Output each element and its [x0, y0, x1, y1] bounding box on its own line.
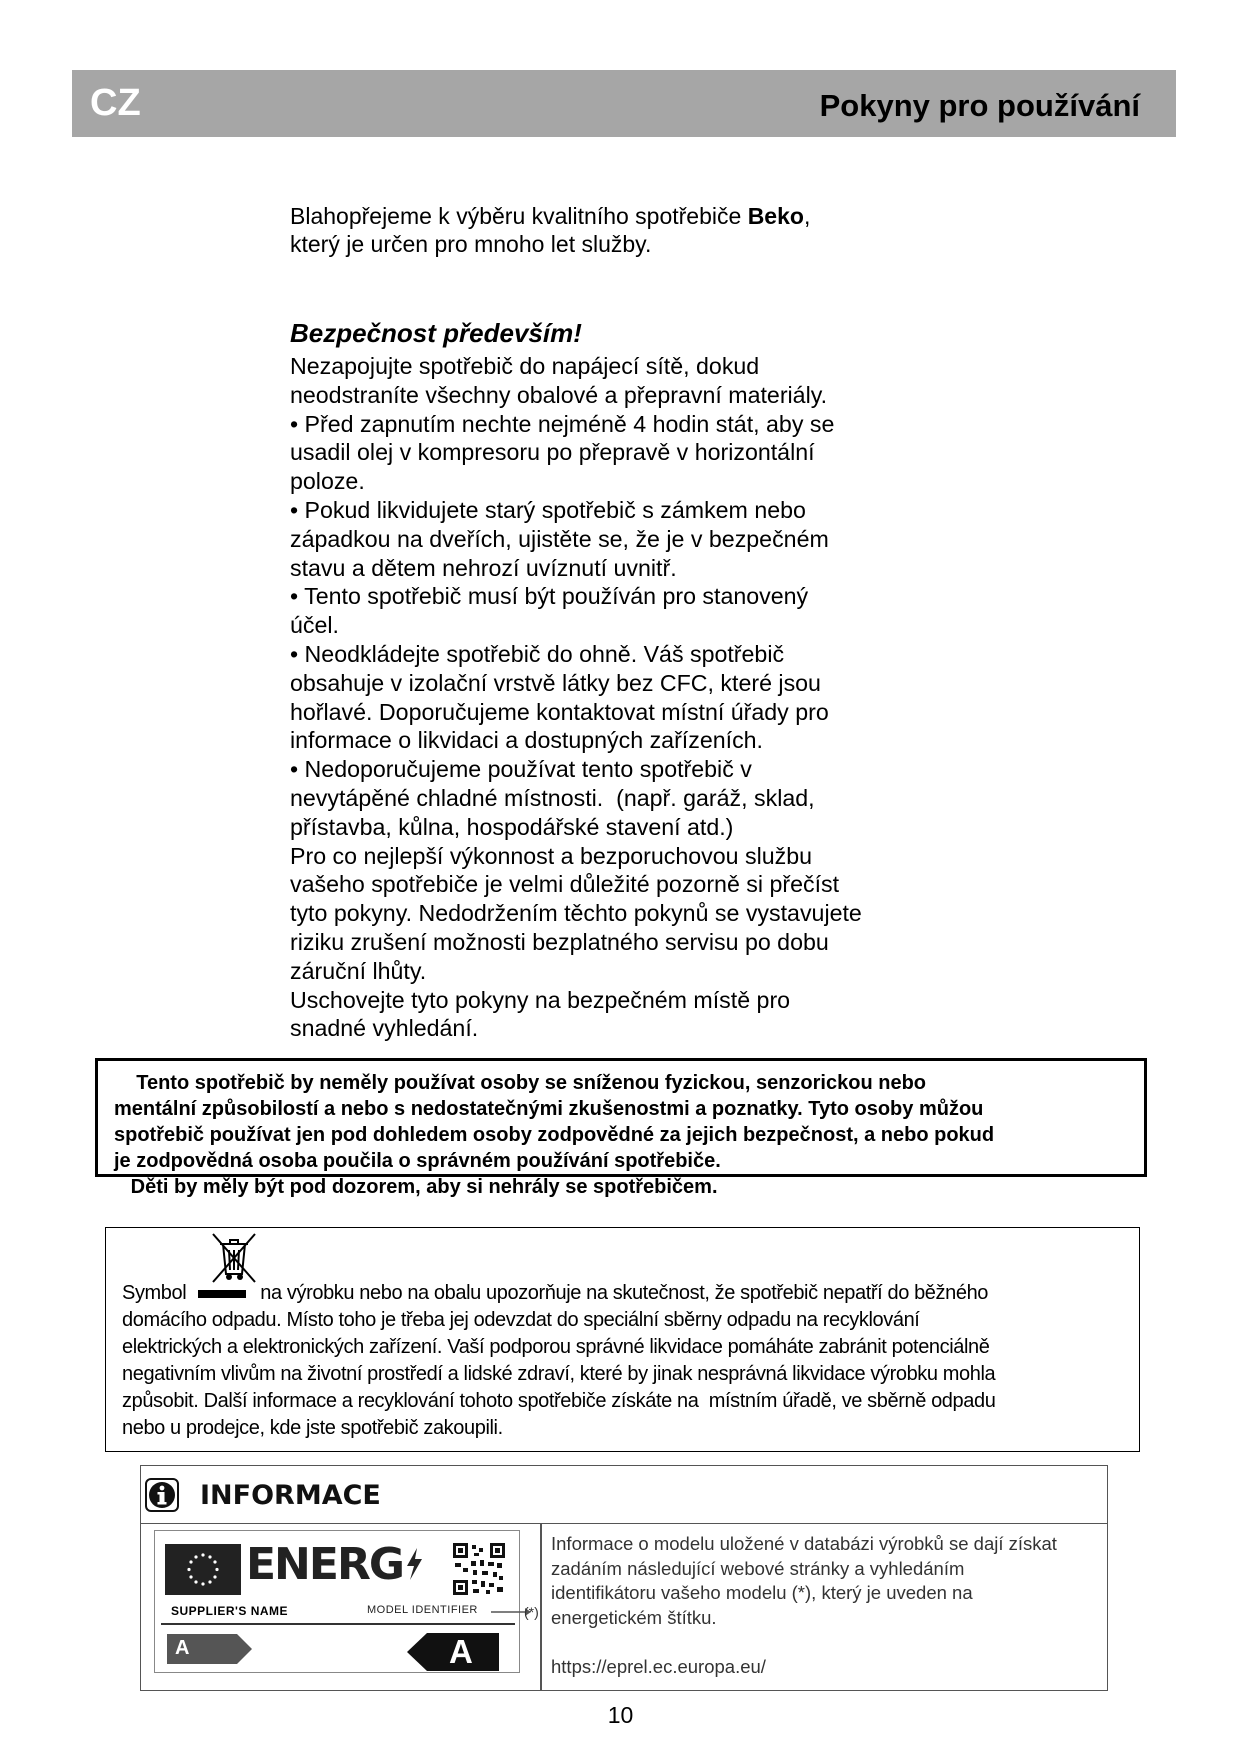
warning-line: Tento spotřebič by neměly používat osoby se sníženou fyzickou, senzorickou nebo [114, 1072, 927, 1094]
safety-body [290, 352, 930, 1043]
eu-flag-icon [165, 1544, 241, 1595]
safety-line: • Neodkládejte spotřebič do ohně. Váš spotřebič [290, 640, 785, 667]
warning-line: mentální způsobilostí a nebo s nedostatečnými zkušenostmi a poznatky. Tyto osoby můžou [114, 1098, 984, 1120]
warning-line: je zodpovědná osoba poučila o správném používání spotřebiče. [114, 1150, 721, 1172]
safety-line: snadné vyhledání. [290, 1015, 479, 1042]
safety-line: Uschovejte tyto pokyny na bezpečném místě pro [290, 986, 791, 1013]
weee-line: negativním vlivům na životní prostředí a lidské zdraví, které by jinak nesprávná likvidace výrobku mohla [122, 1363, 996, 1385]
warning-line: Děti by měly být pod dozorem, aby si nehrály se spotřebičem. [114, 1176, 718, 1198]
language-code: CZ [90, 82, 141, 124]
safety-line: neodstraníte všechny obalové a přepravní materiály. [290, 381, 828, 408]
info-line: identifikátoru vašeho modelu (*), který je uveden na [551, 1582, 973, 1603]
supplier-name-label: SUPPLIER'S NAME [171, 1604, 289, 1618]
safety-line: tyto pokyny. Nedodržením těchto pokynů se vystavujete [290, 900, 862, 927]
safety-line: obsahuje v izolační vrstvě látky bez CFC, které jsou [290, 669, 821, 696]
safety-line: • Pokud likvidujete starý spotřebič s zámkem nebo [290, 496, 806, 523]
big-class-letter: A [449, 1633, 473, 1670]
weee-box [105, 1227, 1140, 1452]
info-icon [145, 1478, 179, 1512]
safety-line: usadil olej v kompresoru po přepravě v horizontální [290, 439, 815, 466]
intro-post: , [803, 203, 811, 229]
weee-first-line: na výrobku nebo na obalu upozorňuje na skutečnost, že spotřebič nepatří do běžného [260, 1282, 989, 1304]
eprel-link[interactable]: https://eprel.ec.europa.eu/ [551, 1656, 766, 1677]
safety-line: západkou na dveřích, ujistěte se, že je v bezpečném [290, 525, 829, 552]
safety-line: • Před zapnutím nechte nejméně 4 hodin stát, aby se [290, 410, 835, 437]
weee-line: nebo u prodejce, kde jste spotřebič zakoupili. [122, 1417, 503, 1439]
safety-line: záruční lhůty. [290, 957, 427, 984]
info-divider [540, 1523, 542, 1690]
safety-line: • Nedoporučujeme používat tento spotřebič v [290, 756, 752, 783]
crossed-bin-icon [209, 1230, 259, 1286]
page-title: Pokyny pro používání [819, 88, 1140, 123]
qr-code-icon [453, 1543, 505, 1595]
info-header [141, 1466, 1107, 1524]
safety-line: vašeho spotřebiče je velmi důležité pozorně si přečíst [290, 871, 840, 898]
weee-text [122, 1280, 1132, 1442]
weee-symbol-bar [198, 1290, 246, 1298]
asterisk-marker: (*) [524, 1604, 539, 1620]
energy-label [154, 1530, 520, 1673]
weee-lines [122, 1307, 1132, 1442]
safety-line: přístavba, kůlna, hospodářské stavení atd.) [290, 813, 734, 840]
info-line: Informace o modelu uložené v databázi výrobků se dají získat [551, 1533, 1057, 1554]
page-number: 10 [607, 1702, 634, 1728]
weee-line: domácího odpadu. Místo toho je třeba jej odevzdat do speciální sběrny odpadu na recyklování [122, 1309, 920, 1331]
safety-line: stavu a dětem nehrozí uvíznutí uvnitř. [290, 554, 677, 581]
energy-word: ENERG [246, 1539, 425, 1590]
safety-line: • Tento spotřebič musí být používán pro stanovený [290, 583, 809, 610]
brand-name: Beko [747, 203, 804, 229]
small-class-letter: A [175, 1637, 190, 1659]
lightning-icon [403, 1546, 425, 1582]
safety-line: hořlavé. Doporučujeme kontaktovat místní úřady pro [290, 698, 829, 725]
info-box [140, 1465, 1108, 1691]
info-text [551, 1532, 1101, 1630]
safety-line: riziku zrušení možnosti bezplatného servisu po dobu [290, 928, 829, 955]
intro-pre: Blahopřejeme k výběru kvalitního spotřebiče [290, 203, 748, 229]
info-line: zadáním následující webové stránky a vyhledáním [551, 1557, 965, 1579]
safety-line: Nezapojujte spotřebič do napájecí sítě, dokud [290, 353, 760, 379]
safety-line: účel. [290, 612, 339, 639]
info-title: INFORMACE [200, 1480, 381, 1511]
weee-line: elektrických a elektronických zařízení. Vaší podporou správné likvidace pomáháte zabránit potenciálně [122, 1336, 990, 1358]
warning-line: spotřebič používat jen pod dohledem osoby zodpovědné za jejich bezpečnost, a nebo pokud [114, 1124, 995, 1146]
symbol-word: Symbol [122, 1282, 187, 1304]
safety-line: Pro co nejlepší výkonnost a bezporuchovou službu [290, 842, 813, 869]
intro-line2: který je určen pro mnoho let služby. [290, 231, 652, 257]
safety-line: informace o likvidaci a dostupných zařízeních. [290, 727, 764, 754]
safety-heading: Bezpečnost především! [290, 318, 582, 348]
safety-line: nevytápěné chladné místnosti. (např. garáž, sklad, [290, 784, 815, 811]
page-header [72, 70, 1176, 137]
weee-line: způsobit. Další informace a recyklování tohoto spotřebiče získáte na místním úřadě, ve sběrně odpadu [122, 1390, 996, 1412]
model-identifier-label: MODEL IDENTIFIER [367, 1604, 478, 1616]
info-line: energetickém štítku. [551, 1606, 717, 1628]
intro-text [290, 202, 930, 258]
label-separator [161, 1623, 515, 1625]
safety-line: poloze. [290, 468, 365, 495]
warning-box [95, 1058, 1147, 1198]
